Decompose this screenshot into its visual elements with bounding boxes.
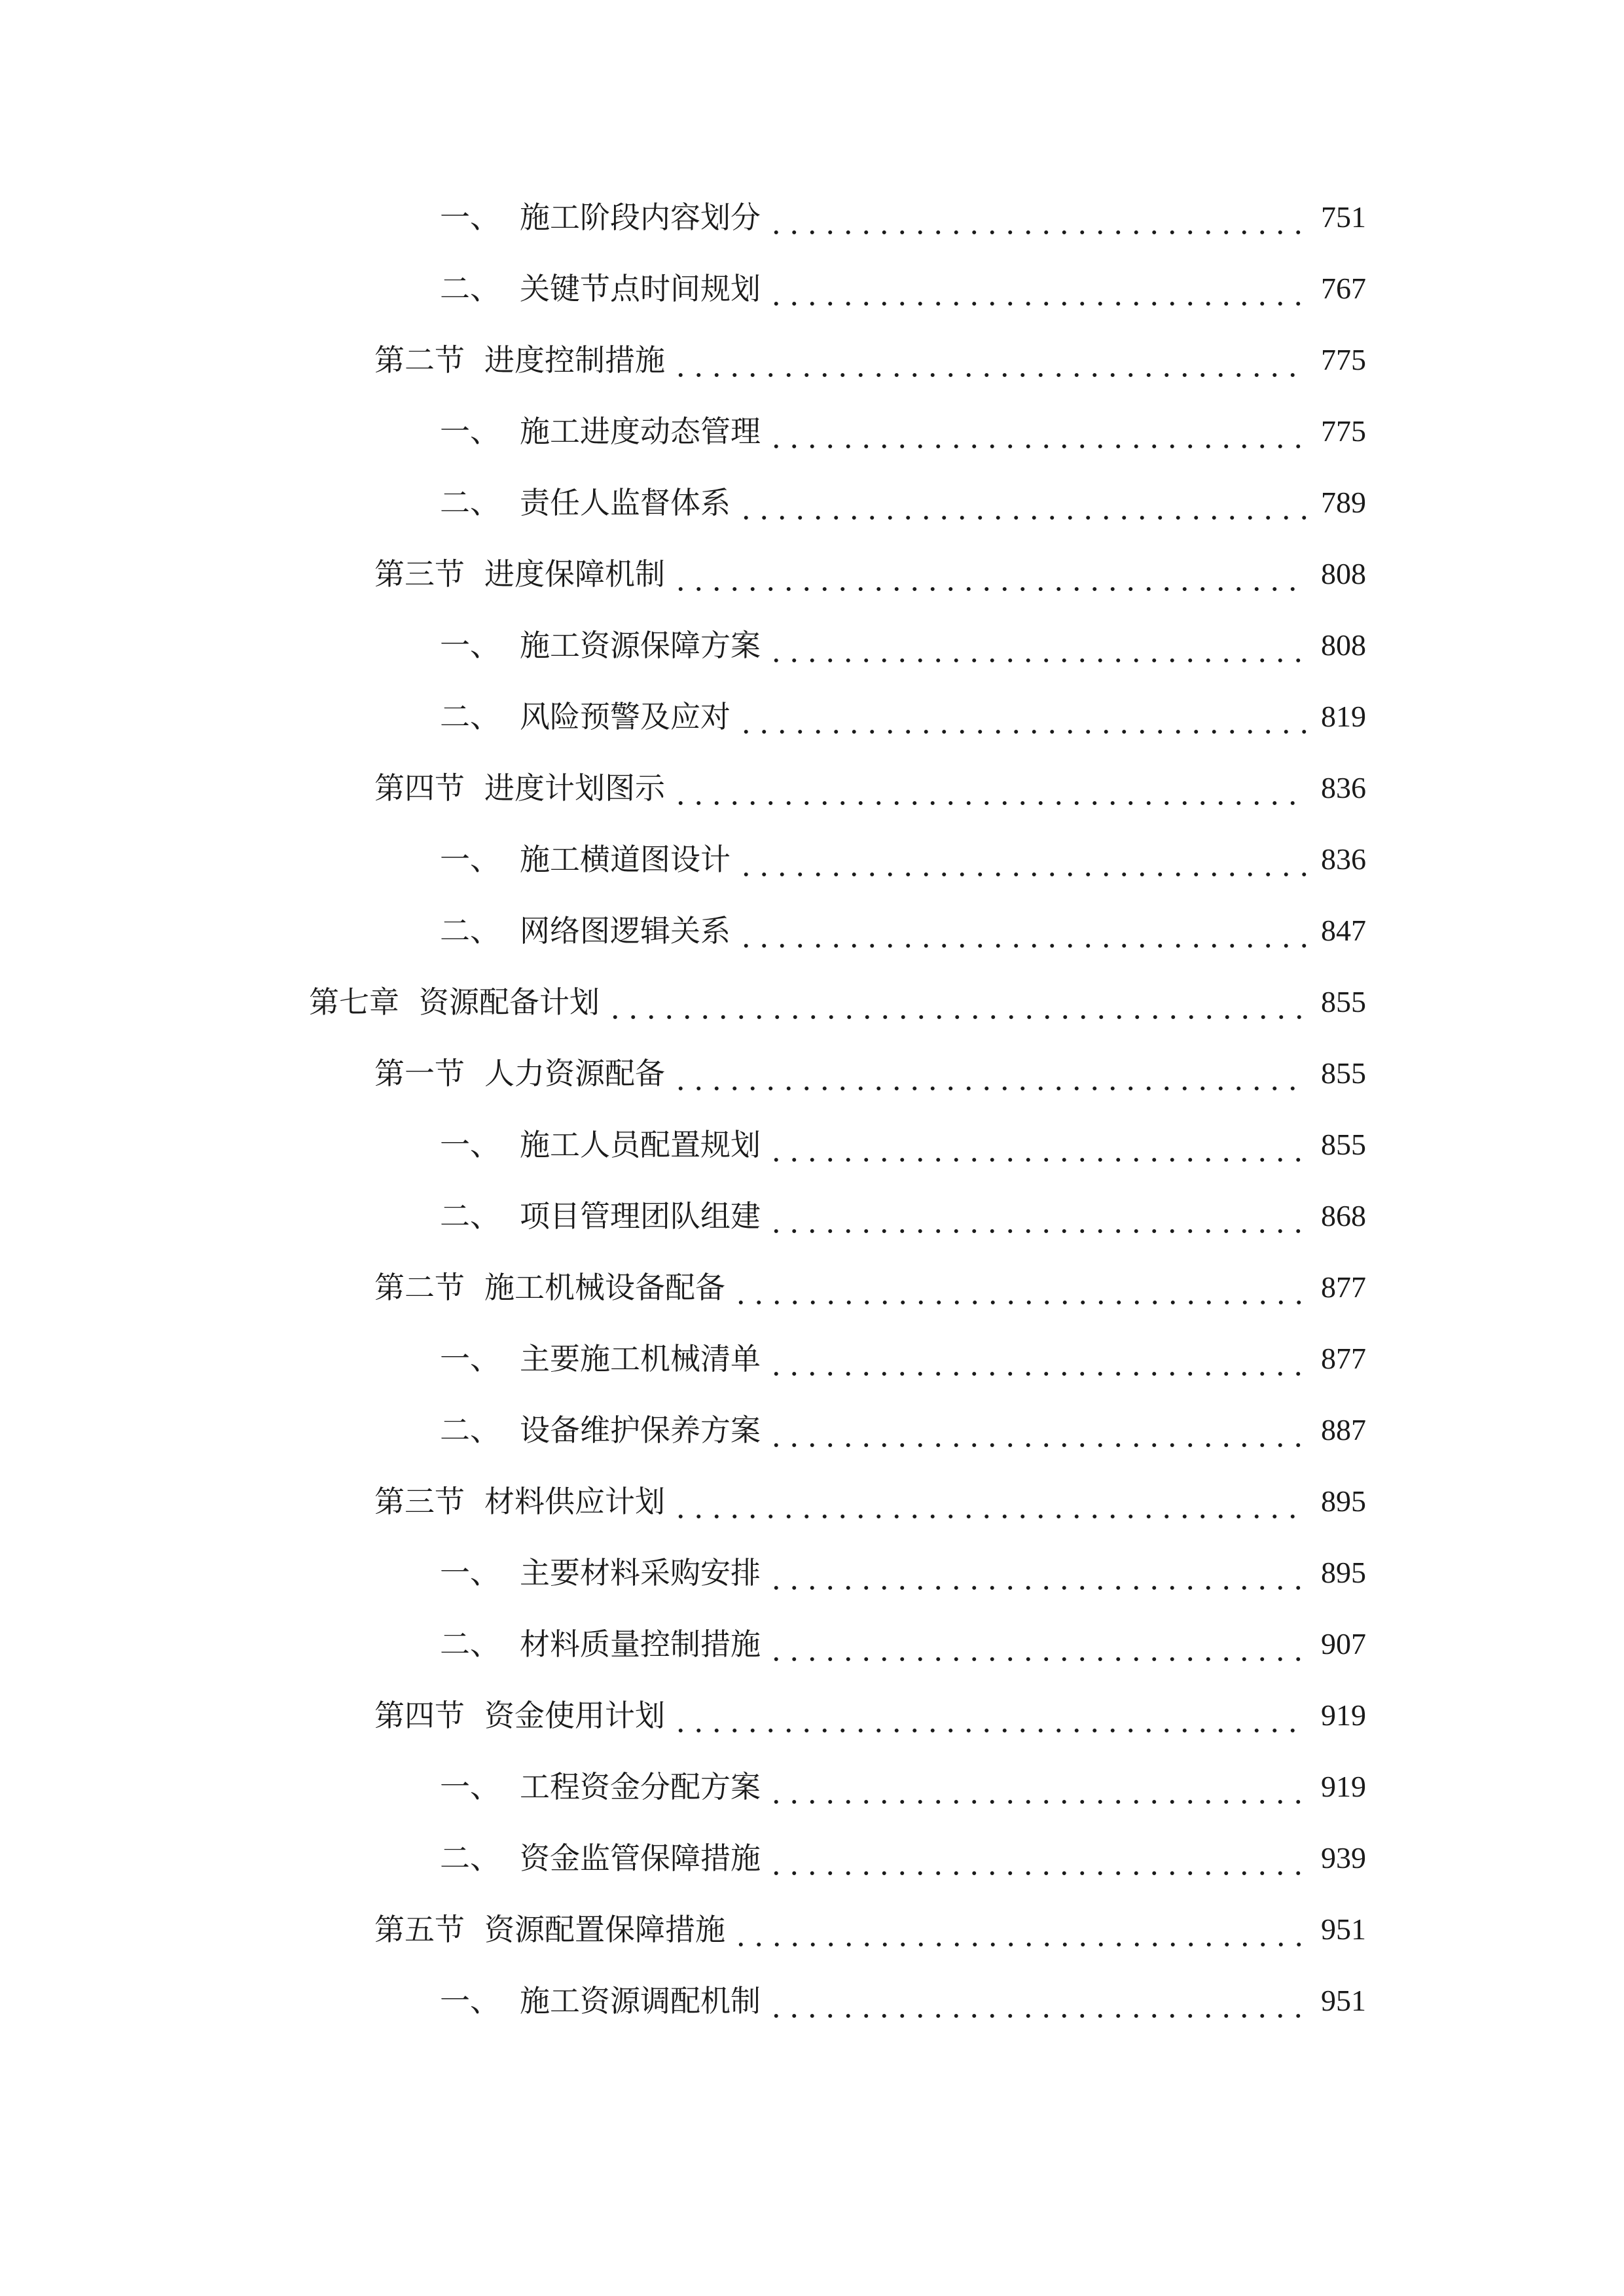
entry-page-number: 907 xyxy=(1321,1627,1366,1660)
entry-number: 第二节 xyxy=(374,1270,465,1305)
dot-leader xyxy=(767,1975,1308,2027)
entry-number: 第二节 xyxy=(374,342,465,378)
toc-entry[interactable] xyxy=(440,1119,1366,1171)
dot-leader xyxy=(767,1761,1308,1813)
entry-number: 二、 xyxy=(440,1198,500,1234)
entry-page-number: 887 xyxy=(1321,1413,1366,1446)
dot-leader xyxy=(767,1547,1308,1599)
entry-number: 一、 xyxy=(440,1341,500,1376)
dot-leader xyxy=(767,1333,1308,1385)
entry-number: 一、 xyxy=(440,1127,500,1162)
entry-title: 进度保障机制 xyxy=(484,556,665,592)
entry-page-number: 877 xyxy=(1321,1342,1366,1375)
entry-title: 材料质量控制措施 xyxy=(520,1626,761,1662)
entry-page-number: 855 xyxy=(1321,1128,1366,1161)
dot-leader xyxy=(737,905,1308,957)
toc-entry[interactable] xyxy=(440,476,1366,529)
entry-page-number: 847 xyxy=(1321,914,1366,947)
toc-entry[interactable] xyxy=(440,262,1366,315)
entry-page-number: 775 xyxy=(1321,343,1366,376)
entry-page-number: 951 xyxy=(1321,1912,1366,1946)
entry-number: 一、 xyxy=(440,1769,500,1804)
entry-number: 二、 xyxy=(440,271,500,306)
dot-leader xyxy=(737,476,1308,529)
dot-leader xyxy=(767,1404,1308,1456)
toc-entry[interactable] xyxy=(374,1475,1366,1528)
entry-title: 施工资源调配机制 xyxy=(520,1983,761,2018)
entry-title: 工程资金分配方案 xyxy=(520,1769,761,1804)
entry-title: 施工横道图设计 xyxy=(520,842,731,877)
entry-number: 第四节 xyxy=(374,1698,465,1733)
entry-page-number: 895 xyxy=(1321,1556,1366,1589)
toc-entry[interactable] xyxy=(374,1903,1366,1956)
entry-number: 第四节 xyxy=(374,770,465,806)
entry-page-number: 855 xyxy=(1321,985,1366,1018)
entry-page-number: 919 xyxy=(1321,1698,1366,1732)
entry-number: 第三节 xyxy=(374,1484,465,1519)
toc-entry[interactable] xyxy=(374,548,1366,600)
entry-title: 网络图逻辑关系 xyxy=(520,913,731,948)
entry-number: 一、 xyxy=(440,414,500,449)
entry-title: 项目管理团队组建 xyxy=(520,1198,761,1234)
entry-title: 资源配备计划 xyxy=(419,984,600,1020)
entry-number: 一、 xyxy=(440,1983,500,2018)
entry-number: 二、 xyxy=(440,913,500,948)
dot-leader xyxy=(767,1832,1308,1884)
entry-page-number: 868 xyxy=(1321,1199,1366,1232)
entry-page-number: 808 xyxy=(1321,557,1366,590)
entry-page-number: 919 xyxy=(1321,1770,1366,1803)
toc-entry[interactable] xyxy=(440,405,1366,457)
entry-title: 施工资源保障方案 xyxy=(520,628,761,663)
dot-leader xyxy=(672,1047,1308,1100)
toc-entry[interactable] xyxy=(374,1689,1366,1742)
entry-number: 第五节 xyxy=(374,1912,465,1947)
entry-page-number: 895 xyxy=(1321,1484,1366,1518)
dot-leader xyxy=(672,334,1308,386)
entry-number: 二、 xyxy=(440,1840,500,1876)
dot-leader xyxy=(732,1903,1308,1956)
dot-leader xyxy=(737,691,1308,743)
toc-entry[interactable] xyxy=(374,1261,1366,1314)
entry-title: 施工机械设备配备 xyxy=(484,1270,725,1305)
dot-leader xyxy=(672,548,1308,600)
dot-leader xyxy=(767,262,1308,315)
entry-number: 二、 xyxy=(440,485,500,520)
entry-title: 资金监管保障措施 xyxy=(520,1840,761,1876)
entry-number: 一、 xyxy=(440,1555,500,1590)
toc-entry[interactable] xyxy=(374,762,1366,814)
entry-title: 资源配置保障措施 xyxy=(484,1912,725,1947)
entry-title: 风险预警及应对 xyxy=(520,699,731,734)
entry-number: 第七章 xyxy=(309,984,399,1020)
entry-page-number: 775 xyxy=(1321,414,1366,448)
entry-title: 主要施工机械清单 xyxy=(520,1341,761,1376)
entry-title: 人力资源配备 xyxy=(484,1056,665,1091)
entry-page-number: 767 xyxy=(1321,272,1366,305)
entry-title: 材料供应计划 xyxy=(484,1484,665,1519)
entry-number: 二、 xyxy=(440,1412,500,1448)
entry-page-number: 819 xyxy=(1321,700,1366,733)
dot-leader xyxy=(672,1689,1308,1742)
toc-entry[interactable] xyxy=(440,1761,1366,1813)
toc-entry[interactable] xyxy=(309,976,1366,1028)
entry-page-number: 751 xyxy=(1321,200,1366,234)
entry-number: 一、 xyxy=(440,842,500,877)
entry-number: 第三节 xyxy=(374,556,465,592)
toc-entry[interactable] xyxy=(374,1047,1366,1100)
entry-title: 责任人监督体系 xyxy=(520,485,731,520)
toc-entry[interactable] xyxy=(440,1333,1366,1385)
entry-number: 一、 xyxy=(440,628,500,663)
toc-entry[interactable] xyxy=(440,905,1366,957)
toc-entry[interactable] xyxy=(440,1975,1366,2027)
dot-leader xyxy=(767,191,1308,243)
entry-page-number: 808 xyxy=(1321,628,1366,662)
entry-title: 施工阶段内容划分 xyxy=(520,200,761,235)
toc-entry[interactable] xyxy=(440,1190,1366,1242)
dot-leader xyxy=(767,1618,1308,1670)
entry-page-number: 855 xyxy=(1321,1056,1366,1090)
dot-leader xyxy=(672,1475,1308,1528)
entry-title: 进度计划图示 xyxy=(484,770,665,806)
toc-entry[interactable] xyxy=(374,334,1366,386)
toc-entry[interactable] xyxy=(440,691,1366,743)
entry-title: 设备维护保养方案 xyxy=(520,1412,761,1448)
dot-leader xyxy=(737,833,1308,886)
toc-entry[interactable] xyxy=(440,619,1366,672)
toc-entry[interactable] xyxy=(440,191,1366,243)
entry-title: 主要材料采购安排 xyxy=(520,1555,761,1590)
toc-entry[interactable] xyxy=(440,1618,1366,1670)
entry-page-number: 789 xyxy=(1321,486,1366,519)
entry-page-number: 939 xyxy=(1321,1841,1366,1874)
entry-number: 第一节 xyxy=(374,1056,465,1091)
toc-entry[interactable] xyxy=(440,1832,1366,1884)
entry-title: 进度控制措施 xyxy=(484,342,665,378)
entry-title: 资金使用计划 xyxy=(484,1698,665,1733)
entry-page-number: 877 xyxy=(1321,1270,1366,1304)
entry-page-number: 836 xyxy=(1321,842,1366,876)
dot-leader xyxy=(732,1261,1308,1314)
dot-leader xyxy=(606,976,1308,1028)
toc-entry[interactable] xyxy=(440,1404,1366,1456)
entry-number: 二、 xyxy=(440,699,500,734)
dot-leader xyxy=(767,619,1308,672)
entry-title: 施工人员配置规划 xyxy=(520,1127,761,1162)
entry-page-number: 836 xyxy=(1321,771,1366,804)
dot-leader xyxy=(767,1119,1308,1171)
entry-number: 二、 xyxy=(440,1626,500,1662)
entry-title: 施工进度动态管理 xyxy=(520,414,761,449)
entry-number: 一、 xyxy=(440,200,500,235)
dot-leader xyxy=(767,1190,1308,1242)
entry-title: 关键节点时间规划 xyxy=(520,271,761,306)
dot-leader xyxy=(672,762,1308,814)
dot-leader xyxy=(767,405,1308,457)
entry-page-number: 951 xyxy=(1321,1984,1366,2017)
toc-entry[interactable] xyxy=(440,1547,1366,1599)
toc-entry[interactable] xyxy=(440,833,1366,886)
